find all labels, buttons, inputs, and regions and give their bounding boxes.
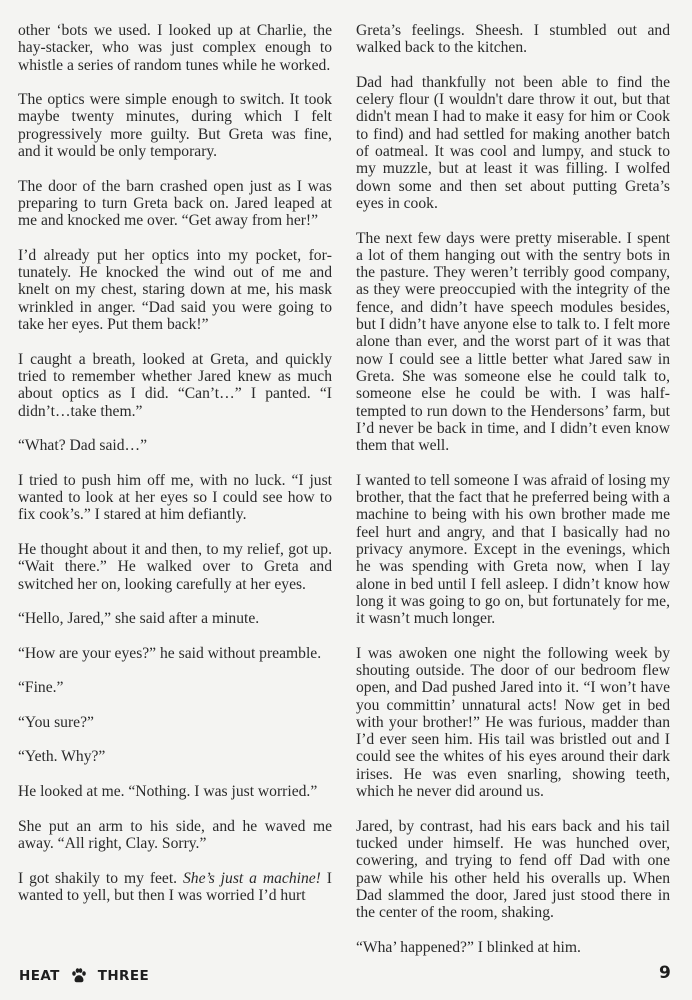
paragraph: Jared, by contrast, had his ears back and his tail tucked under himself. He was hunched over, cowering, and trying to fend off Dad with one paw while his other held his overalls up. When Dad slammed the door, Jared just stood there in the center of the room, shaking. <box>356 817 670 922</box>
publication-footer <box>19 968 149 984</box>
right-text-column <box>356 22 670 956</box>
paragraph: He looked at me. “Nothing. I was just worried.” <box>18 783 318 801</box>
paragraph-text: I wanted to yell, but then I was worried I’d hurt <box>18 869 332 904</box>
paragraph: The next few days were pretty miserable. I spent a lot of them hanging out with the sentry bots in the pasture. They weren’t terribly good company, as they were preoccupied with the integrity of the fence, and didn’t have speech modules besides, but I didn’t have anyone else to talk to. I felt more alone than ever, and the worst part of it was that now I could see a little better what Jared saw in Greta. She was someone else he could talk to, someone else he could be with. I was half-tempted to run down to the Hendersons’ farm, but I’d never be back in time, and I didn’t even know them that well. <box>356 229 670 455</box>
paragraph: “What? Dad said…” <box>18 437 148 455</box>
paragraph: “Fine.” <box>18 679 64 697</box>
publication-name-left: HEAT <box>19 968 60 984</box>
paragraph: I caught a breath, looked at Greta, and quickly tried to remember whether Jared knew as much about optics as I did. “Can’t…” I panted. “I didn’t…take them.” <box>18 350 332 420</box>
paragraph: The optics were simple enough to switch. It took maybe twenty minutes, during which I felt progressively more guilty. But Greta was fine, and it would be only temporary. <box>18 91 332 161</box>
paragraph: Greta’s feelings. Sheesh. I stumbled out and walked back to the kitchen. <box>356 22 670 57</box>
paragraph: other ‘bots we used. I looked up at Charlie, the hay-stacker, who was just complex enough to whistle a series of random tunes while he worked. <box>18 22 332 74</box>
paragraph: “How are your eyes?” he said without preamble. <box>18 644 322 662</box>
paragraph: The door of the barn crashed open just as I was preparing to turn Greta back on. Jared leaped at me and knocked me over. “Get away from her!” <box>18 177 332 230</box>
paragraph <box>18 870 332 905</box>
paragraph: “Yeth. Why?” <box>18 748 106 766</box>
italic-emphasis: She’s just a machine! <box>183 869 321 887</box>
paragraph: “You sure?” <box>18 713 94 731</box>
left-text-column <box>18 22 332 904</box>
paragraph: “Hello, Jared,” she said after a minute. <box>18 610 260 628</box>
paragraph: I was awoken one night the following week by shouting outside. The door of our bedroom flew open, and Dad pushed Jared into it. “I won’t have you committin’ unnatural acts! Now get in bed with your brother!” He was furious, madder than I’d ever seen him. His tail was bristled out and I could see the whites of his eyes around their dark irises. He was even snarling, showing teeth, which he never did around us. <box>356 644 670 801</box>
paragraph: “Wha’ happened?” I blinked at him. <box>356 938 581 956</box>
paragraph: I wanted to tell someone I was afraid of losing my brother, that the fact that he preferred being with a machine to being with his own brother made me feel hurt and angry, and that I basically had no privacy anymore. Except in the evenings, which he was spending with Greta now, when I lay alone in bed until I fell asleep. I didn’t know how long it was going to go on, but fortunately for me, it wasn’t much longer. <box>356 471 670 628</box>
paragraph: I tried to push him off me, with no luck. “I just wanted to look at her eyes so I could see how to fix cook’s.” I stared at him defiantly. <box>18 471 332 524</box>
paragraph: I’d already put her optics into my pocket, fortunately. He knocked the wind out of me and knelt on my chest, staring down at me, his mask wrinkled in anger. “Dad said you were going to take her eyes. Put them back!” <box>18 246 332 334</box>
publication-name-right: THREE <box>97 968 150 984</box>
paragraph: He thought about it and then, to my relief, got up. “Wait there.” He walked over to Greta and switched her on, looking carefully at her eyes. <box>18 540 332 593</box>
paragraph: She put an arm to his side, and he waved me away. “All right, Clay. Sorry.” <box>18 817 332 852</box>
page-number: 9 <box>659 963 671 983</box>
paragraph-text: I got shakily to my feet. <box>18 869 183 887</box>
paw-print-icon <box>70 968 88 984</box>
paragraph: Dad had thankfully not been able to find the celery flour (I wouldn't dare throw it out, but that didn't mean I had to make it easy for him or Cook to find) and had settled for making another batch of oatmeal. It was cool and lumpy, and stuck to my muzzle, but at least it was filling. I wolfed down some and then set about putting Greta’s eyes in cook. <box>356 73 670 212</box>
